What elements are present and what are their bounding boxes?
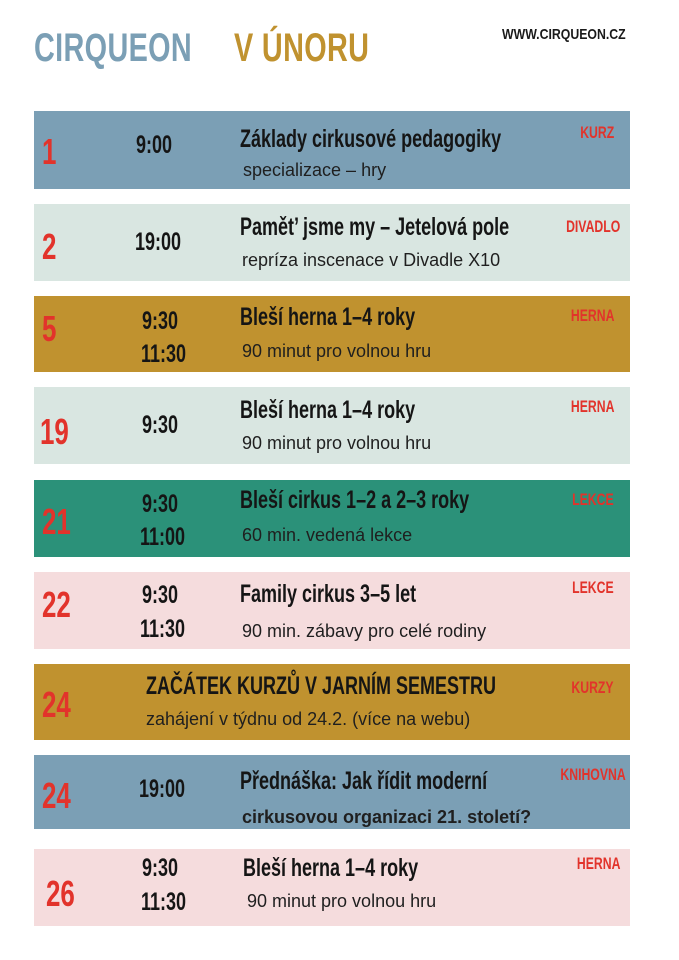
event-day: 19 bbox=[40, 411, 69, 452]
website-link[interactable]: WWW.CIRQUEON.CZ bbox=[502, 26, 626, 43]
event-time: 11:30 bbox=[141, 340, 187, 368]
event-title: Family cirkus 3–5 let bbox=[240, 580, 417, 608]
event-time: 9:30 bbox=[142, 490, 179, 518]
event-day: 22 bbox=[42, 584, 71, 625]
event-title: Pamět’ jsme my – Jetelová pole bbox=[240, 213, 510, 241]
event-row-4 bbox=[34, 387, 630, 464]
event-day: 5 bbox=[42, 308, 57, 349]
event-time: 9:00 bbox=[136, 131, 173, 159]
event-tag: LEKCE bbox=[572, 578, 614, 597]
event-subtitle: 90 minut pro volnou hru bbox=[242, 341, 432, 361]
event-row-1 bbox=[34, 111, 630, 189]
event-time: 9:30 bbox=[142, 411, 179, 439]
event-tag: KURZ bbox=[580, 123, 614, 142]
event-time: 11:30 bbox=[140, 615, 186, 643]
event-title: Bleší herna 1–4 roky bbox=[240, 303, 416, 331]
event-title: Bleší herna 1–4 roky bbox=[240, 396, 416, 424]
event-row-9 bbox=[34, 849, 630, 926]
event-time: 19:00 bbox=[135, 228, 182, 256]
event-tag: HERNA bbox=[570, 306, 614, 325]
event-subtitle: 60 min. vedená lekce bbox=[242, 525, 413, 545]
event-subtitle: repríza inscenace v Divadle X10 bbox=[242, 250, 501, 270]
event-row-5 bbox=[34, 480, 630, 557]
event-time: 9:30 bbox=[142, 307, 179, 335]
event-row-8 bbox=[34, 755, 630, 829]
event-tag: HERNA bbox=[570, 397, 614, 416]
event-subtitle: 90 minut pro volnou hru bbox=[247, 891, 437, 911]
event-day: 24 bbox=[42, 775, 71, 816]
event-title: ZAČÁTEK KURZŮ V JARNÍM SEMESTRU bbox=[146, 672, 497, 700]
event-time: 9:30 bbox=[142, 581, 179, 609]
event-day: 21 bbox=[42, 501, 71, 542]
event-time: 11:30 bbox=[141, 888, 187, 916]
event-tag: HERNA bbox=[576, 854, 620, 873]
event-day: 1 bbox=[42, 131, 57, 172]
event-time: 11:00 bbox=[140, 523, 186, 551]
event-title: Bleší herna 1–4 roky bbox=[243, 854, 419, 882]
event-day: 24 bbox=[42, 684, 71, 725]
event-tag: DIVADLO bbox=[565, 217, 620, 236]
event-title: Bleší cirkus 1–2 a 2–3 roky bbox=[240, 486, 470, 514]
event-row-7 bbox=[34, 664, 630, 740]
event-row-6 bbox=[34, 572, 630, 649]
event-subtitle: zahájení v týdnu od 24.2. (více na webu) bbox=[146, 709, 471, 729]
event-time: 19:00 bbox=[139, 775, 186, 803]
event-time: 9:30 bbox=[142, 854, 179, 882]
event-tag: LEKCE bbox=[572, 490, 614, 509]
event-day: 26 bbox=[46, 873, 75, 914]
month-title: V ÚNORU bbox=[234, 26, 370, 70]
event-tag: KURZY bbox=[571, 678, 614, 697]
event-subtitle: cirkusovou organizaci 21. století? bbox=[242, 807, 532, 827]
event-subtitle: 90 min. zábavy pro celé rodiny bbox=[242, 621, 487, 641]
event-title: Základy cirkusové pedagogiky bbox=[240, 125, 502, 153]
event-day: 2 bbox=[42, 226, 57, 267]
event-row-3 bbox=[34, 296, 630, 372]
event-tag: KNIHOVNA bbox=[560, 765, 626, 784]
event-row-2 bbox=[34, 204, 630, 281]
event-title: Přednáška: Jak řídit moderní bbox=[240, 767, 488, 795]
event-subtitle: 90 minut pro volnou hru bbox=[242, 433, 432, 453]
event-subtitle: specializace – hry bbox=[243, 160, 387, 180]
brand-title: CIRQUEON bbox=[34, 26, 193, 70]
